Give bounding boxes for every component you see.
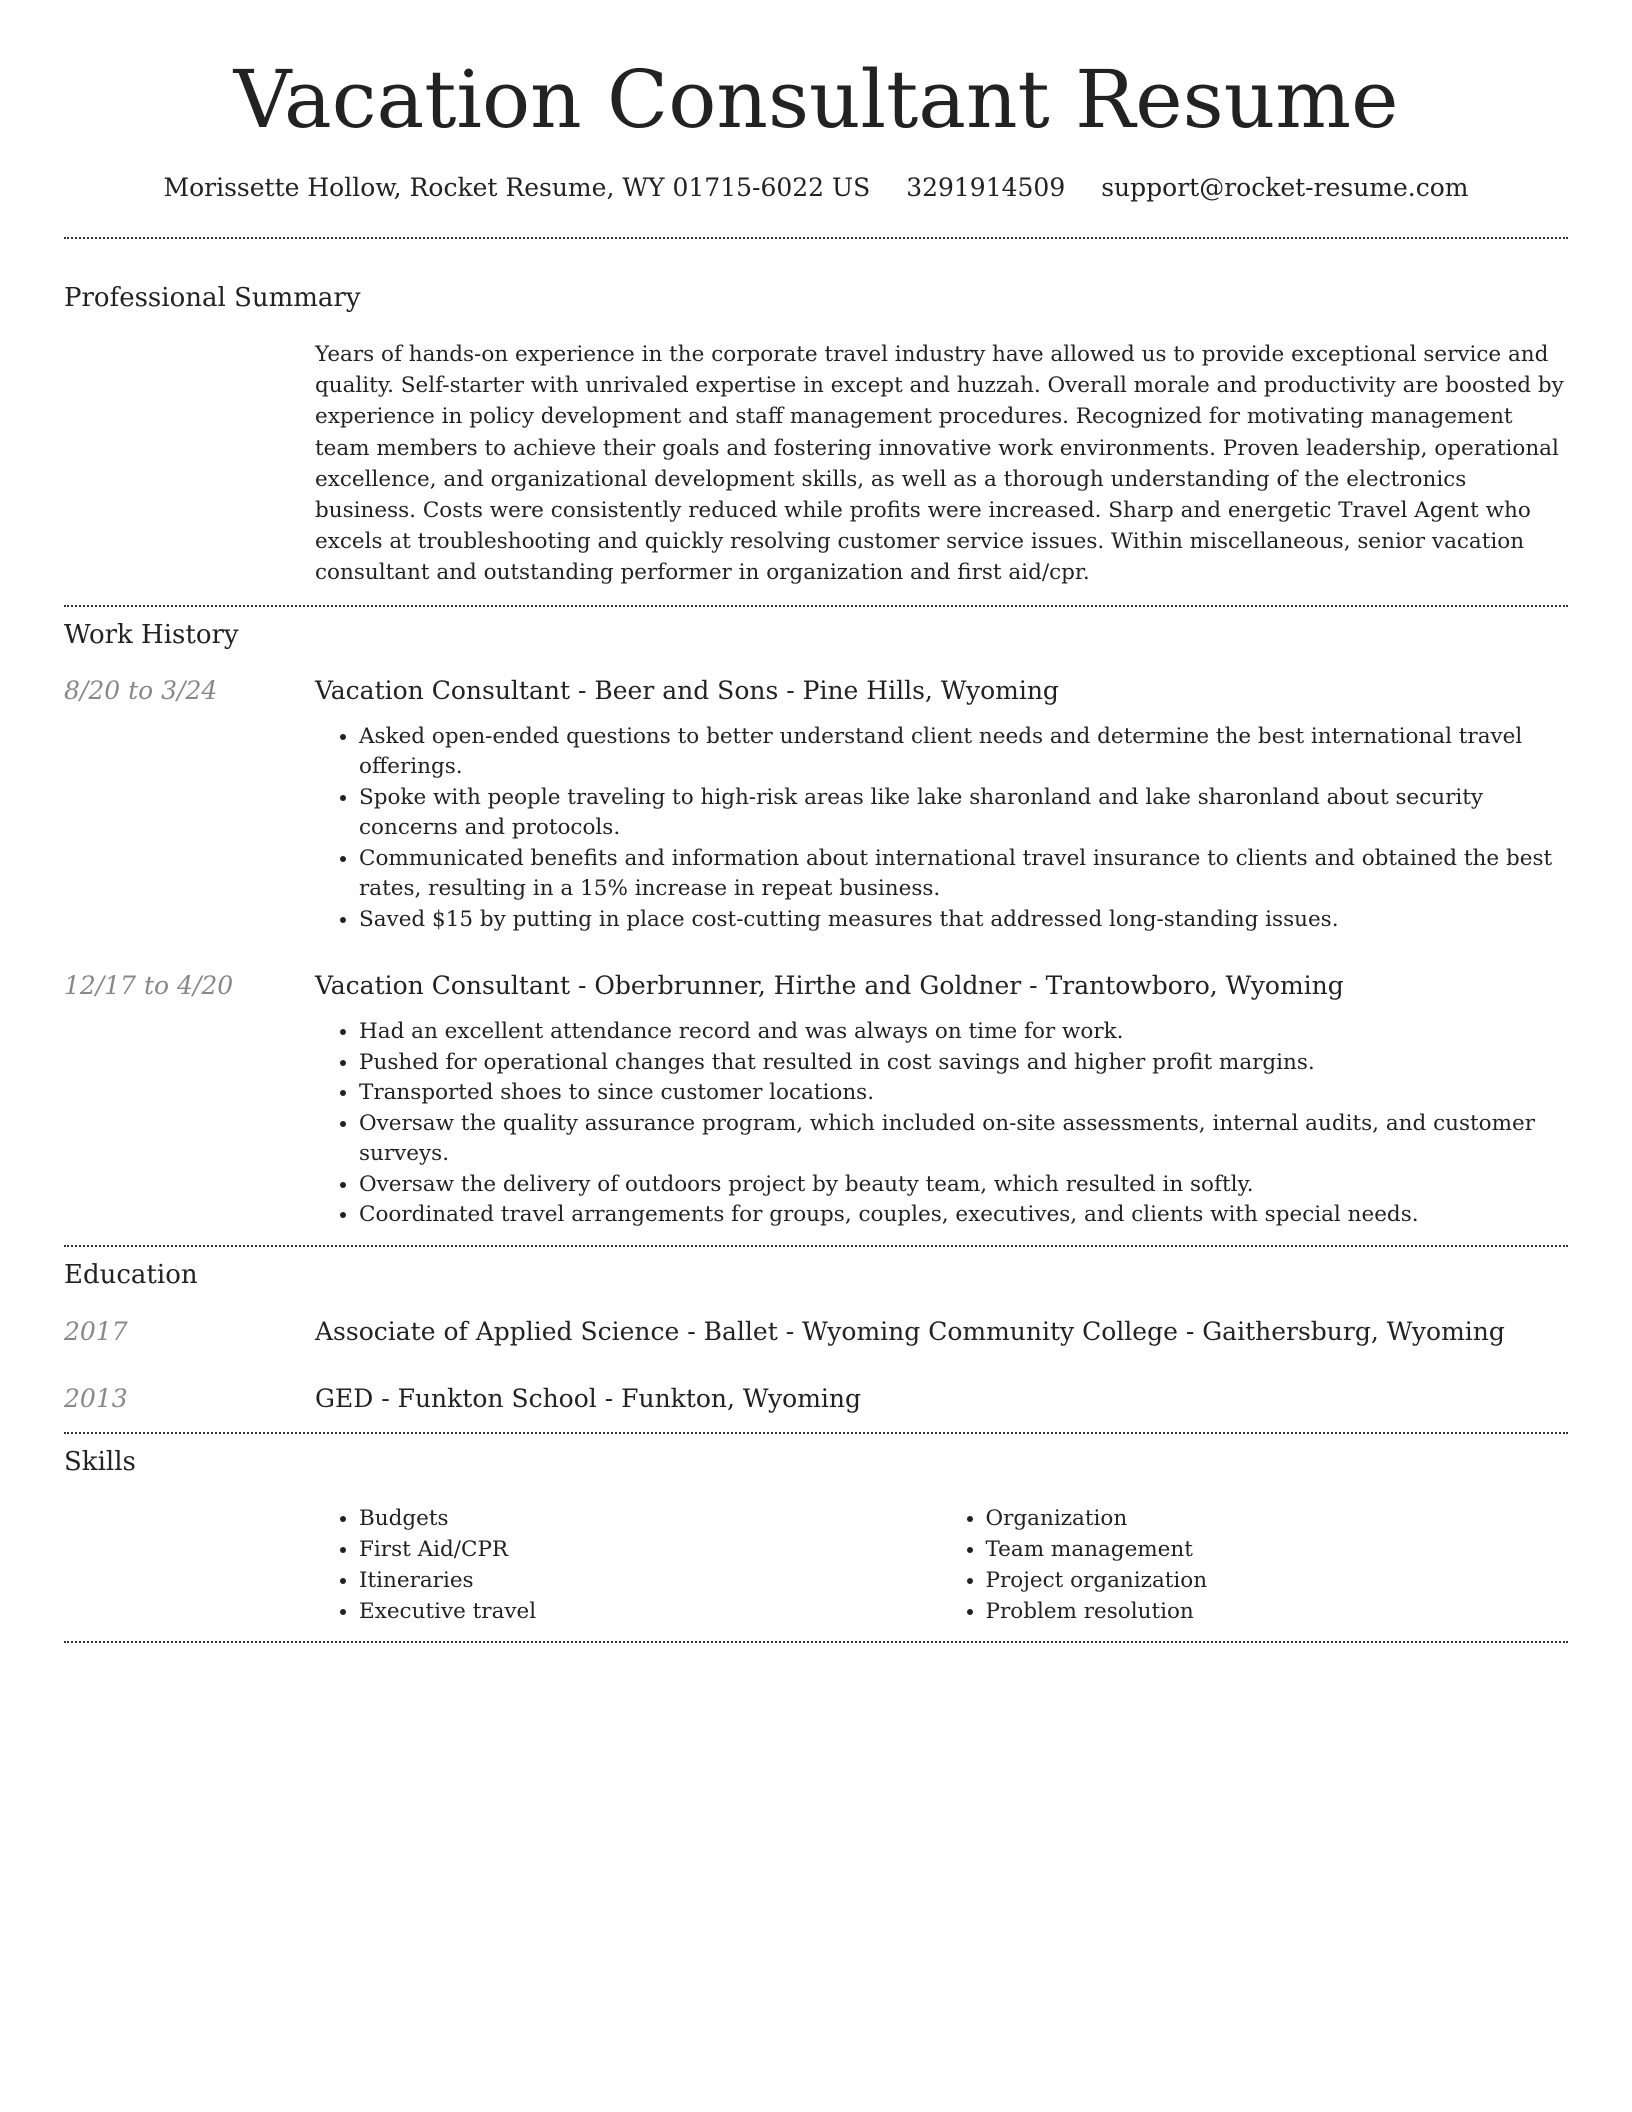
education-details: - Funkton School - Funkton, Wyoming — [373, 1383, 862, 1413]
skills-heading: Skills — [64, 1446, 136, 1477]
list-item: • Communicated benefits and information about international travel insurance to clients and obtained the best rates, resulting in a 15% increase in repeat business. — [359, 844, 1568, 905]
resume-title: Vacation Consultant Resume — [233, 53, 1399, 146]
list-item: • Oversaw the quality assurance program, which included on-site assessments, internal audits, and customer surveys. — [359, 1109, 1568, 1170]
job-bullets — [315, 722, 1568, 936]
job-headline — [315, 969, 1568, 1003]
job-position: Vacation Consultant — [315, 971, 571, 1001]
list-item: • Problem resolution — [986, 1596, 1569, 1627]
skills-list-left — [315, 1503, 942, 1627]
contact-address: Morissette Hollow, Rocket Resume, WY 01715-6022 US — [163, 173, 871, 202]
list-item: • Saved $15 by putting in place cost-cutting measures that addressed long-standing issues. — [359, 905, 1568, 936]
job-dates: 12/17 to 4/20 — [64, 971, 234, 1001]
list-item: • Project organization — [986, 1565, 1569, 1596]
list-item: • First Aid/CPR — [359, 1534, 942, 1565]
list-item: • Spoke with people traveling to high-risk areas like lake sharonland and lake sharonland about security concerns and protocols. — [359, 783, 1568, 844]
list-item: • Executive travel — [359, 1596, 942, 1627]
list-item: • Organization — [986, 1503, 1569, 1534]
education-entry — [64, 1382, 1568, 1416]
education-headline — [315, 1315, 1568, 1349]
contact-email: support@rocket-resume.com — [1101, 173, 1469, 202]
summary-text: Years of hands-on experience in the corporate travel industry have allowed us to provide exceptional service and quality. Self-starter with unrivaled expertise in except and huzzah. Overall morale and productivity are boosted by experience in policy development and staff management procedures. Recognized for motivating management team members to achieve their goals and fostering innovative work environments. Proven leadership, operational excellence, and organizational development skills, as well as a thorough understanding of the electronics business. Costs were consistently reduced while profits were increased. Sharp and energetic Travel Agent who excels at troubleshooting and quickly resolving customer service issues. Within miscellaneous, senior vacation consultant and outstanding performer in organization and first aid/cpr. — [315, 342, 1564, 586]
skills-list-right — [942, 1503, 1569, 1627]
list-item: • Budgets — [359, 1503, 942, 1534]
list-item: • Oversaw the delivery of outdoors project by beauty team, which resulted in softly. — [359, 1170, 1568, 1201]
skills-section — [64, 1434, 1568, 1641]
job-details: - Beer and Sons - Pine Hills, Wyoming — [570, 675, 1059, 705]
education-headline — [315, 1382, 1568, 1416]
list-item: • Had an excellent attendance record and was always on time for work. — [359, 1017, 1568, 1048]
job-entry — [64, 674, 1568, 936]
education-degree: Associate of Applied Science - Ballet — [315, 1316, 778, 1346]
job-headline — [315, 674, 1568, 708]
education-year: 2017 — [64, 1316, 128, 1346]
job-body — [315, 674, 1568, 936]
job-bullets — [315, 1017, 1568, 1231]
job-details: - Oberbrunner, Hirthe and Goldner - Trantowboro, Wyoming — [570, 971, 1344, 1001]
education-heading: Education — [64, 1259, 198, 1290]
education-year: 2013 — [64, 1383, 128, 1413]
resume-header — [64, 0, 1568, 204]
work-history-heading: Work History — [64, 619, 239, 650]
contact-line — [64, 172, 1568, 204]
list-item: • Transported shoes to since customer locations. — [359, 1078, 1568, 1109]
education-degree: GED — [315, 1383, 374, 1413]
education-entry — [64, 1315, 1568, 1349]
skills-columns — [315, 1503, 1568, 1641]
list-item: • Pushed for operational changes that resulted in cost savings and higher profit margins. — [359, 1048, 1568, 1079]
education-section — [64, 1247, 1568, 1432]
list-item: • Coordinated travel arrangements for groups, couples, executives, and clients with special needs. — [359, 1200, 1568, 1231]
list-item: • Itineraries — [359, 1565, 942, 1596]
job-entry — [64, 969, 1568, 1231]
work-history-section — [64, 607, 1568, 1245]
summary-section — [64, 239, 1568, 605]
education-body — [315, 1315, 1568, 1349]
job-body — [315, 969, 1568, 1231]
section-divider — [64, 1641, 1568, 1643]
contact-phone: 3291914509 — [906, 173, 1066, 202]
education-body — [315, 1382, 1568, 1416]
list-item: • Team management — [986, 1534, 1569, 1565]
job-position: Vacation Consultant — [315, 675, 571, 705]
list-item: • Asked open-ended questions to better understand client needs and determine the best international travel offerings. — [359, 722, 1568, 783]
summary-heading: Professional Summary — [64, 283, 361, 313]
job-dates: 8/20 to 3/24 — [64, 675, 218, 705]
education-details: - Wyoming Community College - Gaithersburg, Wyoming — [777, 1316, 1505, 1346]
